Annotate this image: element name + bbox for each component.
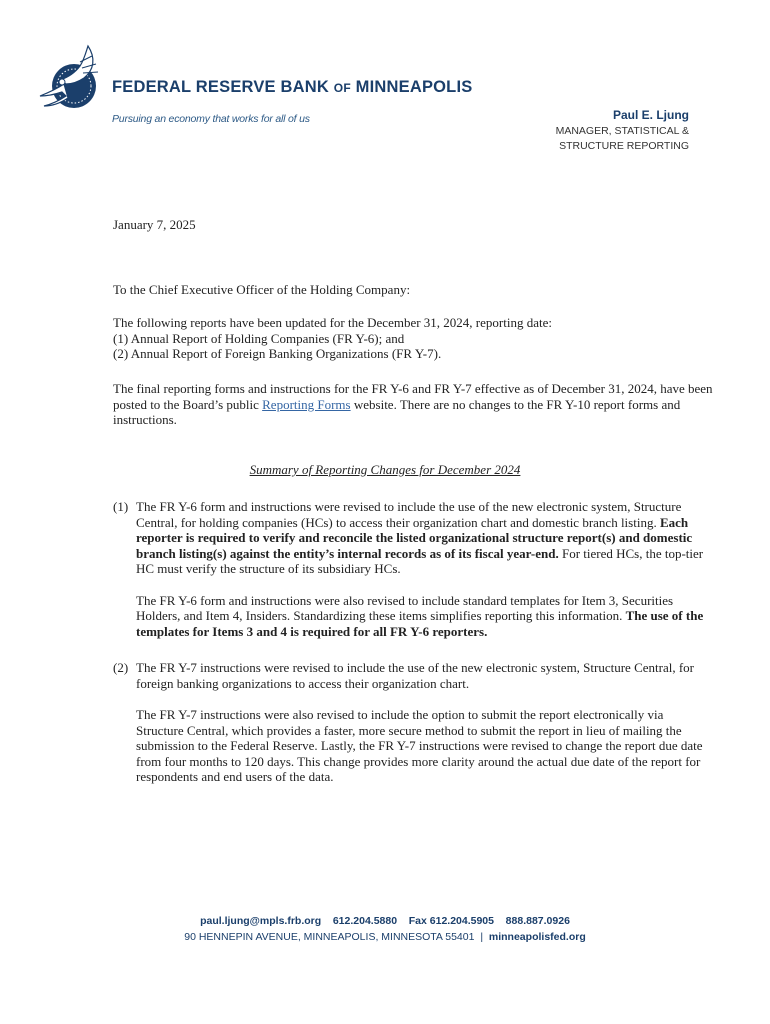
signer-title bbox=[556, 124, 689, 154]
item1-p1-bold: Each reporter is required to verify and reconcile the listed organizational structure report(s) and domestic branch listing(s) against the entity’s internal records as of its fiscal year-end. bbox=[136, 514, 693, 561]
item1-p2-text-a: The FR Y-6 form and instructions were also revised to include standard templates for Item 3, Securities Holders, and Item 4, Insiders. Standardizing these items simplifies reporting this information. bbox=[136, 592, 674, 623]
bank-name-of: OF bbox=[333, 81, 351, 95]
letter-date: January 7, 2025 bbox=[113, 217, 196, 232]
footer-email: paul.ljung@mpls.frb.org bbox=[200, 915, 322, 927]
bank-name-part1: FEDERAL RESERVE BANK bbox=[112, 78, 334, 96]
signer-name: Paul E. Ljung bbox=[612, 108, 689, 122]
final-paragraph bbox=[113, 381, 713, 428]
intro-text: The following reports have been updated for the December 31, 2024, reporting date: bbox=[113, 315, 552, 330]
intro-block bbox=[113, 315, 703, 362]
item1-p1-text-a: The FR Y-6 form and instructions were revised to include the use of the new electronic system, Structure Central, for holding companies (HCs) to access their organization chart and domestic branch listing. bbox=[136, 499, 682, 530]
eagle-seal-icon bbox=[36, 40, 108, 114]
footer-contact-line bbox=[0, 913, 770, 929]
final-para-text-2: website. There are no changes to the FR Y-10 report forms and instructions. bbox=[113, 396, 681, 427]
footer bbox=[0, 913, 770, 945]
item-number: (1) bbox=[113, 499, 129, 514]
footer-separator: | bbox=[480, 931, 484, 943]
item1-paragraph1 bbox=[136, 499, 713, 577]
bank-name-part2: MINNEAPOLIS bbox=[350, 78, 473, 96]
reporting-forms-link[interactable]: Reporting Forms bbox=[262, 396, 351, 412]
bank-name bbox=[112, 78, 472, 97]
tagline: Pursuing an economy that works for all of us bbox=[112, 113, 310, 125]
signer-title-line2: STRUCTURE REPORTING bbox=[559, 140, 689, 152]
salutation: To the Chief Executive Officer of the Holding Company: bbox=[113, 282, 411, 297]
item2-paragraph1: The FR Y-7 instructions were revised to include the use of the new electronic system, Structure Central, for foreign banking organizations to access their organization chart. bbox=[136, 660, 695, 691]
item1-p1-text-b: For tiered HCs, the top-tier HC must verify the structure of its subsidiary HCs. bbox=[136, 545, 704, 576]
footer-tollfree: 888.887.0926 bbox=[505, 915, 570, 927]
footer-phone: 612.204.5880 bbox=[332, 915, 398, 927]
summary-item-2 bbox=[113, 660, 713, 785]
footer-website: minneapolisfed.org bbox=[488, 931, 586, 943]
item1-paragraph2 bbox=[136, 593, 713, 640]
item2-paragraph2: The FR Y-7 instructions were also revised to include the option to submit the report electronically via Structure Central, which provides a faster, more secure method to submit the report in lieu of mailing the submission to the Federal Reserve. Lastly, the FR Y-7 instructions were revised to change the report due date from four months to 120 days. This change provides more clarity around the actual due date of the report for respondents and end users of the data. bbox=[136, 707, 703, 784]
footer-fax: Fax 612.204.5905 bbox=[408, 915, 494, 927]
summary-heading: Summary of Reporting Changes for December 2024 bbox=[249, 462, 521, 477]
item-number: (2) bbox=[113, 660, 129, 675]
signer-title-line1: MANAGER, STATISTICAL & bbox=[555, 125, 689, 137]
footer-address: 90 HENNEPIN AVENUE, MINNEAPOLIS, MINNESOTA 55401 bbox=[184, 931, 475, 943]
list-item: (2) Annual Report of Foreign Banking Organizations (FR Y-7). bbox=[113, 346, 442, 361]
item1-p2-bold: The use of the templates for Items 3 and 4 is required for all FR Y-6 reporters. bbox=[136, 608, 704, 639]
final-para-text-1: The final reporting forms and instructions for the FR Y-6 and FR Y-7 effective as of December 31, 2024, have been posted to the Board’s public bbox=[113, 381, 713, 412]
signer-block bbox=[556, 108, 689, 154]
footer-address-line bbox=[0, 929, 770, 945]
summary-item-1 bbox=[113, 499, 713, 639]
list-item: (1) Annual Report of Holding Companies (FR Y-6); and bbox=[113, 330, 405, 346]
